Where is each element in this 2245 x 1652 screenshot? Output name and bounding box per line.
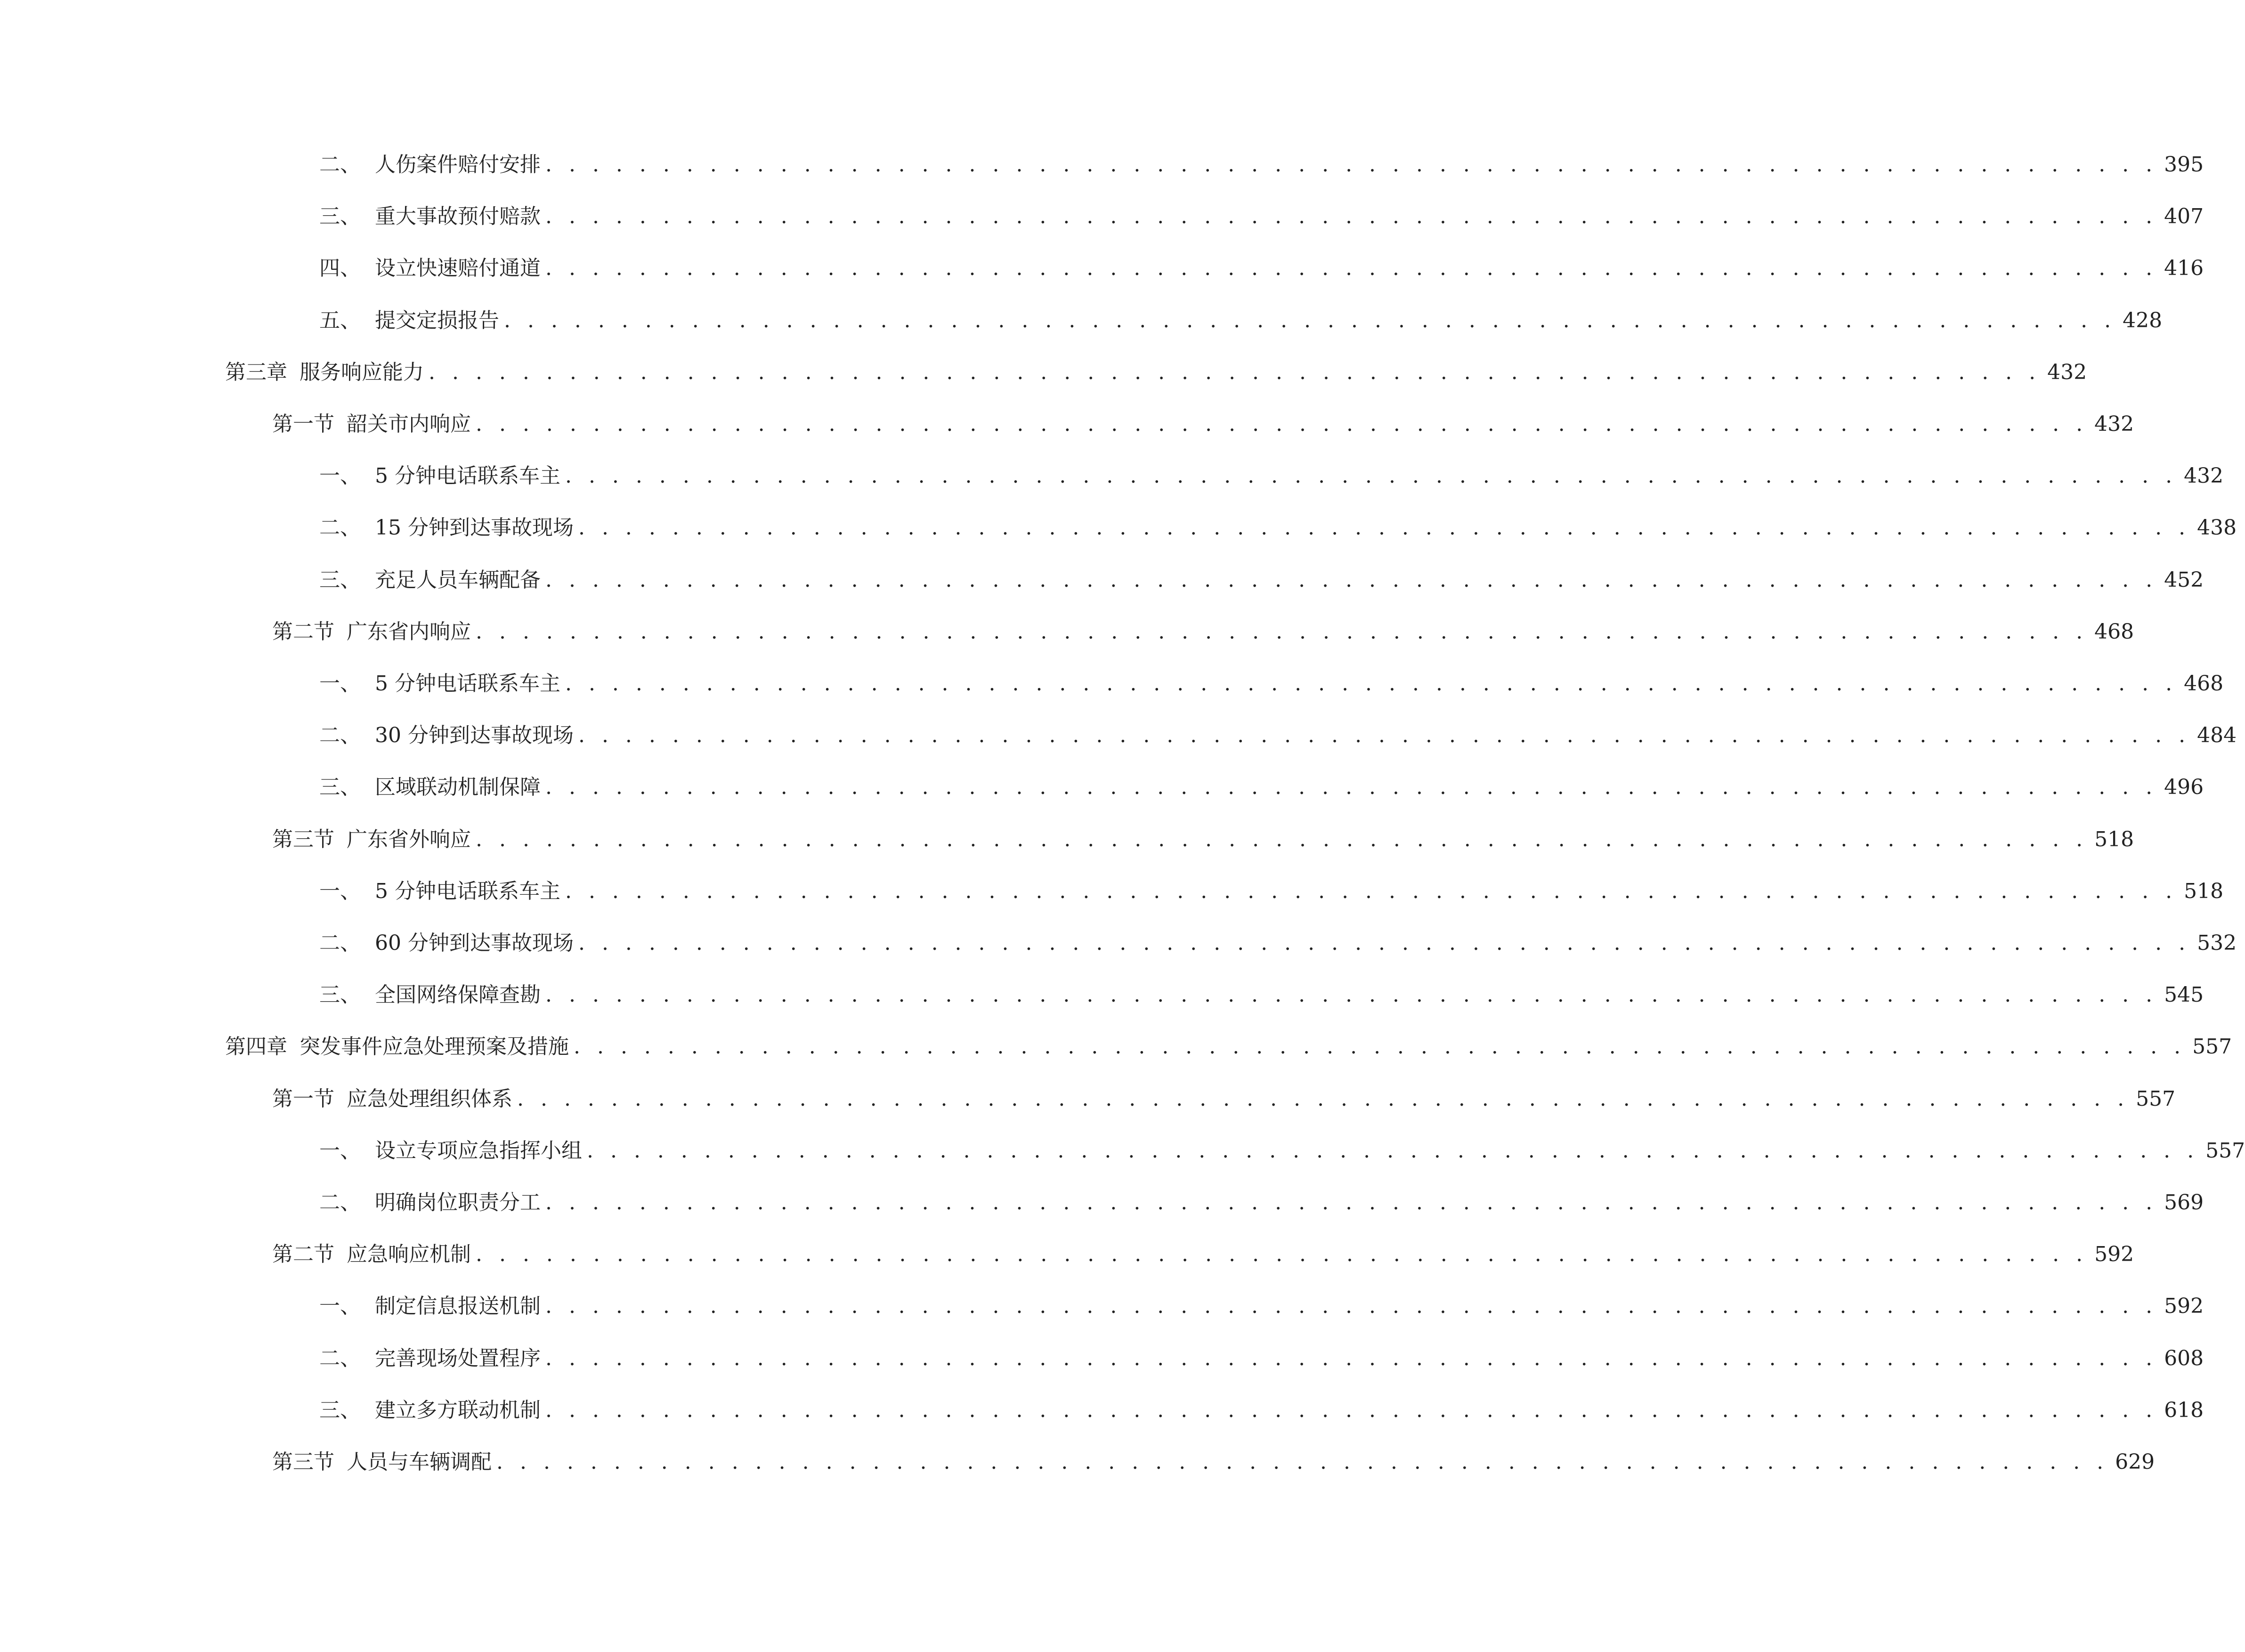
toc-dot-leader: . . . . . . . . . . . . . . . . . . . . . . . . . . . . . . . . . . . . . . . . . . . . . . . . . . . . . . . . . . . . . . . . . . . . . <box>545 204 2158 229</box>
toc-dot-leader: . . . . . . . . . . . . . . . . . . . . . . . . . . . . . . . . . . . . . . . . . . . . . . . . . . . . . . . . . . . . . . . . . . . . . <box>476 412 2088 436</box>
toc-entry-page-number: 557 <box>2205 1138 2245 1163</box>
toc-entry[interactable] <box>319 924 2237 962</box>
toc-entry[interactable] <box>319 769 2204 806</box>
toc-entry-number: 第四章 <box>225 1035 287 1059</box>
toc-entry-page-number: 608 <box>2164 1346 2204 1370</box>
toc-entry-page-number: 545 <box>2164 983 2204 1007</box>
toc-entry-number: 三、 <box>319 204 361 229</box>
toc-entry-number: 第二节 <box>272 619 334 644</box>
toc-entry-page-number: 496 <box>2164 775 2204 800</box>
toc-entry-title: 提交定损报告 <box>375 308 499 332</box>
toc-entry-page-number: 557 <box>2192 1035 2232 1059</box>
toc-entry-title: 应急处理组织体系 <box>347 1086 512 1111</box>
toc-dot-leader: . . . . . . . . . . . . . . . . . . . . . . . . . . . . . . . . . . . . . . . . . . . . . . . . . . . . . . . . . . . . . . . . . . . . . <box>517 1086 2130 1111</box>
toc-entry-title: 广东省外响应 <box>347 827 471 851</box>
toc-entry[interactable] <box>319 976 2204 1014</box>
toc-entry-number: 三、 <box>319 983 361 1007</box>
toc-entry-number: 第一节 <box>272 412 334 436</box>
toc-entry[interactable] <box>319 457 2224 495</box>
toc-entry[interactable] <box>272 1080 2176 1118</box>
toc-dot-leader: . . . . . . . . . . . . . . . . . . . . . . . . . . . . . . . . . . . . . . . . . . . . . . . . . . . . . . . . . . . . . . . . . . . . . <box>574 1035 2186 1059</box>
toc-entry-title: 设立快速赔付通道 <box>375 256 541 281</box>
toc-dot-leader: . . . . . . . . . . . . . . . . . . . . . . . . . . . . . . . . . . . . . . . . . . . . . . . . . . . . . . . . . . . . . . . . . . . . . <box>545 153 2158 177</box>
toc-dot-leader: . . . . . . . . . . . . . . . . . . . . . . . . . . . . . . . . . . . . . . . . . . . . . . . . . . . . . . . . . . . . . . . . . . . . . <box>565 879 2178 903</box>
toc-entry[interactable] <box>272 613 2134 651</box>
toc-entry[interactable] <box>319 1132 2245 1170</box>
toc-entry-title: 完善现场处置程序 <box>375 1346 541 1370</box>
toc-entry-page-number: 592 <box>2094 1242 2134 1267</box>
toc-entry-number: 三、 <box>319 1398 361 1422</box>
toc-dot-leader: . . . . . . . . . . . . . . . . . . . . . . . . . . . . . . . . . . . . . . . . . . . . . . . . . . . . . . . . . . . . . . . . . . . . . <box>504 308 2116 332</box>
toc-entry-title: 建立多方联动机制 <box>375 1398 541 1422</box>
toc-entry-page-number: 569 <box>2164 1190 2204 1215</box>
toc-entry[interactable] <box>272 405 2134 443</box>
toc-entry-title: 5 分钟电话联系车主 <box>375 879 560 903</box>
toc-entry[interactable] <box>319 1288 2204 1325</box>
toc-entry-page-number: 432 <box>2047 360 2087 384</box>
toc-entry-number: 五、 <box>319 308 361 332</box>
toc-entry[interactable] <box>319 198 2204 235</box>
toc-entry-title: 人伤案件赔付安排 <box>375 153 541 177</box>
toc-entry-number: 二、 <box>319 516 361 540</box>
toc-entry-title: 30 分钟到达事故现场 <box>375 723 574 748</box>
toc-entry[interactable] <box>319 561 2204 599</box>
toc-entry-page-number: 532 <box>2197 931 2237 955</box>
toc-entry-page-number: 629 <box>2115 1450 2155 1474</box>
toc-entry-number: 一、 <box>319 1294 361 1319</box>
toc-entry-page-number: 484 <box>2197 723 2237 748</box>
toc-dot-leader: . . . . . . . . . . . . . . . . . . . . . . . . . . . . . . . . . . . . . . . . . . . . . . . . . . . . . . . . . . . . . . . . . . . . . <box>578 723 2191 748</box>
toc-dot-leader: . . . . . . . . . . . . . . . . . . . . . . . . . . . . . . . . . . . . . . . . . . . . . . . . . . . . . . . . . . . . . . . . . . . . . <box>545 775 2158 800</box>
toc-entry-title: 应急响应机制 <box>347 1242 471 1267</box>
toc-entry-page-number: 557 <box>2136 1086 2176 1111</box>
toc-entry-title: 区域联动机制保障 <box>375 775 541 800</box>
toc-entry-page-number: 407 <box>2164 204 2204 229</box>
toc-entry-number: 二、 <box>319 931 361 955</box>
toc-entry-title: 5 分钟电话联系车主 <box>375 464 560 488</box>
toc-dot-leader: . . . . . . . . . . . . . . . . . . . . . . . . . . . . . . . . . . . . . . . . . . . . . . . . . . . . . . . . . . . . . . . . . . . . . <box>565 672 2178 696</box>
toc-entry-title: 突发事件应急处理预案及措施 <box>300 1035 569 1059</box>
toc-dot-leader: . . . . . . . . . . . . . . . . . . . . . . . . . . . . . . . . . . . . . . . . . . . . . . . . . . . . . . . . . . . . . . . . . . . . . <box>545 567 2158 592</box>
toc-entry-page-number: 468 <box>2094 619 2134 644</box>
toc-dot-leader: . . . . . . . . . . . . . . . . . . . . . . . . . . . . . . . . . . . . . . . . . . . . . . . . . . . . . . . . . . . . . . . . . . . . . <box>545 1398 2158 1422</box>
toc-entry-title: 人员与车辆调配 <box>347 1450 492 1474</box>
toc-entry-number: 一、 <box>319 1138 361 1163</box>
toc-dot-leader: . . . . . . . . . . . . . . . . . . . . . . . . . . . . . . . . . . . . . . . . . . . . . . . . . . . . . . . . . . . . . . . . . . . . . <box>545 1346 2158 1370</box>
toc-entry[interactable] <box>319 302 2163 340</box>
toc-entry-title: 明确岗位职责分工 <box>375 1190 541 1215</box>
toc-dot-leader: . . . . . . . . . . . . . . . . . . . . . . . . . . . . . . . . . . . . . . . . . . . . . . . . . . . . . . . . . . . . . . . . . . . . . <box>587 1138 2199 1163</box>
toc-entry[interactable] <box>319 1184 2204 1222</box>
toc-entry[interactable] <box>319 873 2224 910</box>
toc-dot-leader: . . . . . . . . . . . . . . . . . . . . . . . . . . . . . . . . . . . . . . . . . . . . . . . . . . . . . . . . . . . . . . . . . . . . . <box>545 1294 2158 1319</box>
toc-dot-leader: . . . . . . . . . . . . . . . . . . . . . . . . . . . . . . . . . . . . . . . . . . . . . . . . . . . . . . . . . . . . . . . . . . . . . <box>578 931 2191 955</box>
toc-dot-leader: . . . . . . . . . . . . . . . . . . . . . . . . . . . . . . . . . . . . . . . . . . . . . . . . . . . . . . . . . . . . . . . . . . . . . <box>476 827 2088 851</box>
toc-entry-number: 二、 <box>319 153 361 177</box>
toc-entry[interactable] <box>319 717 2237 754</box>
toc-entry[interactable] <box>319 509 2237 547</box>
toc-entry-title: 设立专项应急指挥小组 <box>375 1138 582 1163</box>
toc-entry[interactable] <box>272 1443 2155 1481</box>
toc-entry-number: 四、 <box>319 256 361 281</box>
toc-dot-leader: . . . . . . . . . . . . . . . . . . . . . . . . . . . . . . . . . . . . . . . . . . . . . . . . . . . . . . . . . . . . . . . . . . . . . <box>476 619 2088 644</box>
toc-entry-page-number: 432 <box>2184 464 2224 488</box>
toc-dot-leader: . . . . . . . . . . . . . . . . . . . . . . . . . . . . . . . . . . . . . . . . . . . . . . . . . . . . . . . . . . . . . . . . . . . . . <box>545 983 2158 1007</box>
toc-entry[interactable] <box>225 1028 2232 1066</box>
toc-entry-title: 重大事故预付赔款 <box>375 204 541 229</box>
toc-entry-number: 第三节 <box>272 827 334 851</box>
toc-entry[interactable] <box>319 146 2204 184</box>
toc-entry-number: 三、 <box>319 567 361 592</box>
toc-entry-page-number: 452 <box>2164 567 2204 592</box>
toc-entry-number: 第三章 <box>225 360 287 384</box>
toc-entry-title: 5 分钟电话联系车主 <box>375 672 560 696</box>
toc-entry-title: 全国网络保障查勘 <box>375 983 541 1007</box>
toc-entry-number: 一、 <box>319 879 361 903</box>
toc-entry-title: 广东省内响应 <box>347 619 471 644</box>
toc-entry[interactable] <box>272 1236 2134 1273</box>
toc-entry[interactable] <box>225 354 2087 391</box>
toc-dot-leader: . . . . . . . . . . . . . . . . . . . . . . . . . . . . . . . . . . . . . . . . . . . . . . . . . . . . . . . . . . . . . . . . . . . . . <box>565 464 2178 488</box>
toc-entry-page-number: 416 <box>2164 256 2204 281</box>
toc-entry-number: 二、 <box>319 1346 361 1370</box>
toc-entry[interactable] <box>319 1340 2204 1377</box>
toc-entry-page-number: 438 <box>2197 516 2237 540</box>
toc-dot-leader: . . . . . . . . . . . . . . . . . . . . . . . . . . . . . . . . . . . . . . . . . . . . . . . . . . . . . . . . . . . . . . . . . . . . . <box>545 256 2158 281</box>
toc-entry[interactable] <box>319 665 2224 703</box>
toc-entry-page-number: 592 <box>2164 1294 2204 1319</box>
toc-entry-number: 一、 <box>319 672 361 696</box>
toc-entry-page-number: 428 <box>2123 308 2163 332</box>
toc-entry-page-number: 618 <box>2164 1398 2204 1422</box>
toc-entry-page-number: 432 <box>2094 412 2134 436</box>
toc-entry[interactable] <box>319 1392 2204 1429</box>
toc-dot-leader: . . . . . . . . . . . . . . . . . . . . . . . . . . . . . . . . . . . . . . . . . . . . . . . . . . . . . . . . . . . . . . . . . . . . . <box>578 516 2191 540</box>
toc-entry[interactable] <box>272 821 2134 858</box>
toc-entry-title: 15 分钟到达事故现场 <box>375 516 574 540</box>
toc-entry-number: 二、 <box>319 1190 361 1215</box>
toc-entry-title: 充足人员车辆配备 <box>375 567 541 592</box>
toc-entry-page-number: 468 <box>2184 672 2224 696</box>
toc-entry-number: 第三节 <box>272 1450 334 1474</box>
toc-entry[interactable] <box>319 250 2204 287</box>
toc-entry-page-number: 518 <box>2094 827 2134 851</box>
toc-entry-page-number: 518 <box>2184 879 2224 903</box>
toc-dot-leader: . . . . . . . . . . . . . . . . . . . . . . . . . . . . . . . . . . . . . . . . . . . . . . . . . . . . . . . . . . . . . . . . . . . . . <box>545 1190 2158 1215</box>
toc-dot-leader: . . . . . . . . . . . . . . . . . . . . . . . . . . . . . . . . . . . . . . . . . . . . . . . . . . . . . . . . . . . . . . . . . . . . . <box>429 360 2041 384</box>
toc-entry-number: 三、 <box>319 775 361 800</box>
toc-entry-title: 韶关市内响应 <box>347 412 471 436</box>
toc-entry-title: 60 分钟到达事故现场 <box>375 931 574 955</box>
toc-entry-title: 服务响应能力 <box>300 360 424 384</box>
toc-entry-page-number: 395 <box>2164 153 2204 177</box>
toc-entry-number: 一、 <box>319 464 361 488</box>
toc-dot-leader: . . . . . . . . . . . . . . . . . . . . . . . . . . . . . . . . . . . . . . . . . . . . . . . . . . . . . . . . . . . . . . . . . . . . . <box>476 1242 2088 1267</box>
toc-entry-number: 二、 <box>319 723 361 748</box>
toc-dot-leader: . . . . . . . . . . . . . . . . . . . . . . . . . . . . . . . . . . . . . . . . . . . . . . . . . . . . . . . . . . . . . . . . . . . . . <box>496 1450 2109 1474</box>
toc-entry-number: 第二节 <box>272 1242 334 1267</box>
toc-entry-number: 第一节 <box>272 1086 334 1111</box>
toc-entry-title: 制定信息报送机制 <box>375 1294 541 1319</box>
